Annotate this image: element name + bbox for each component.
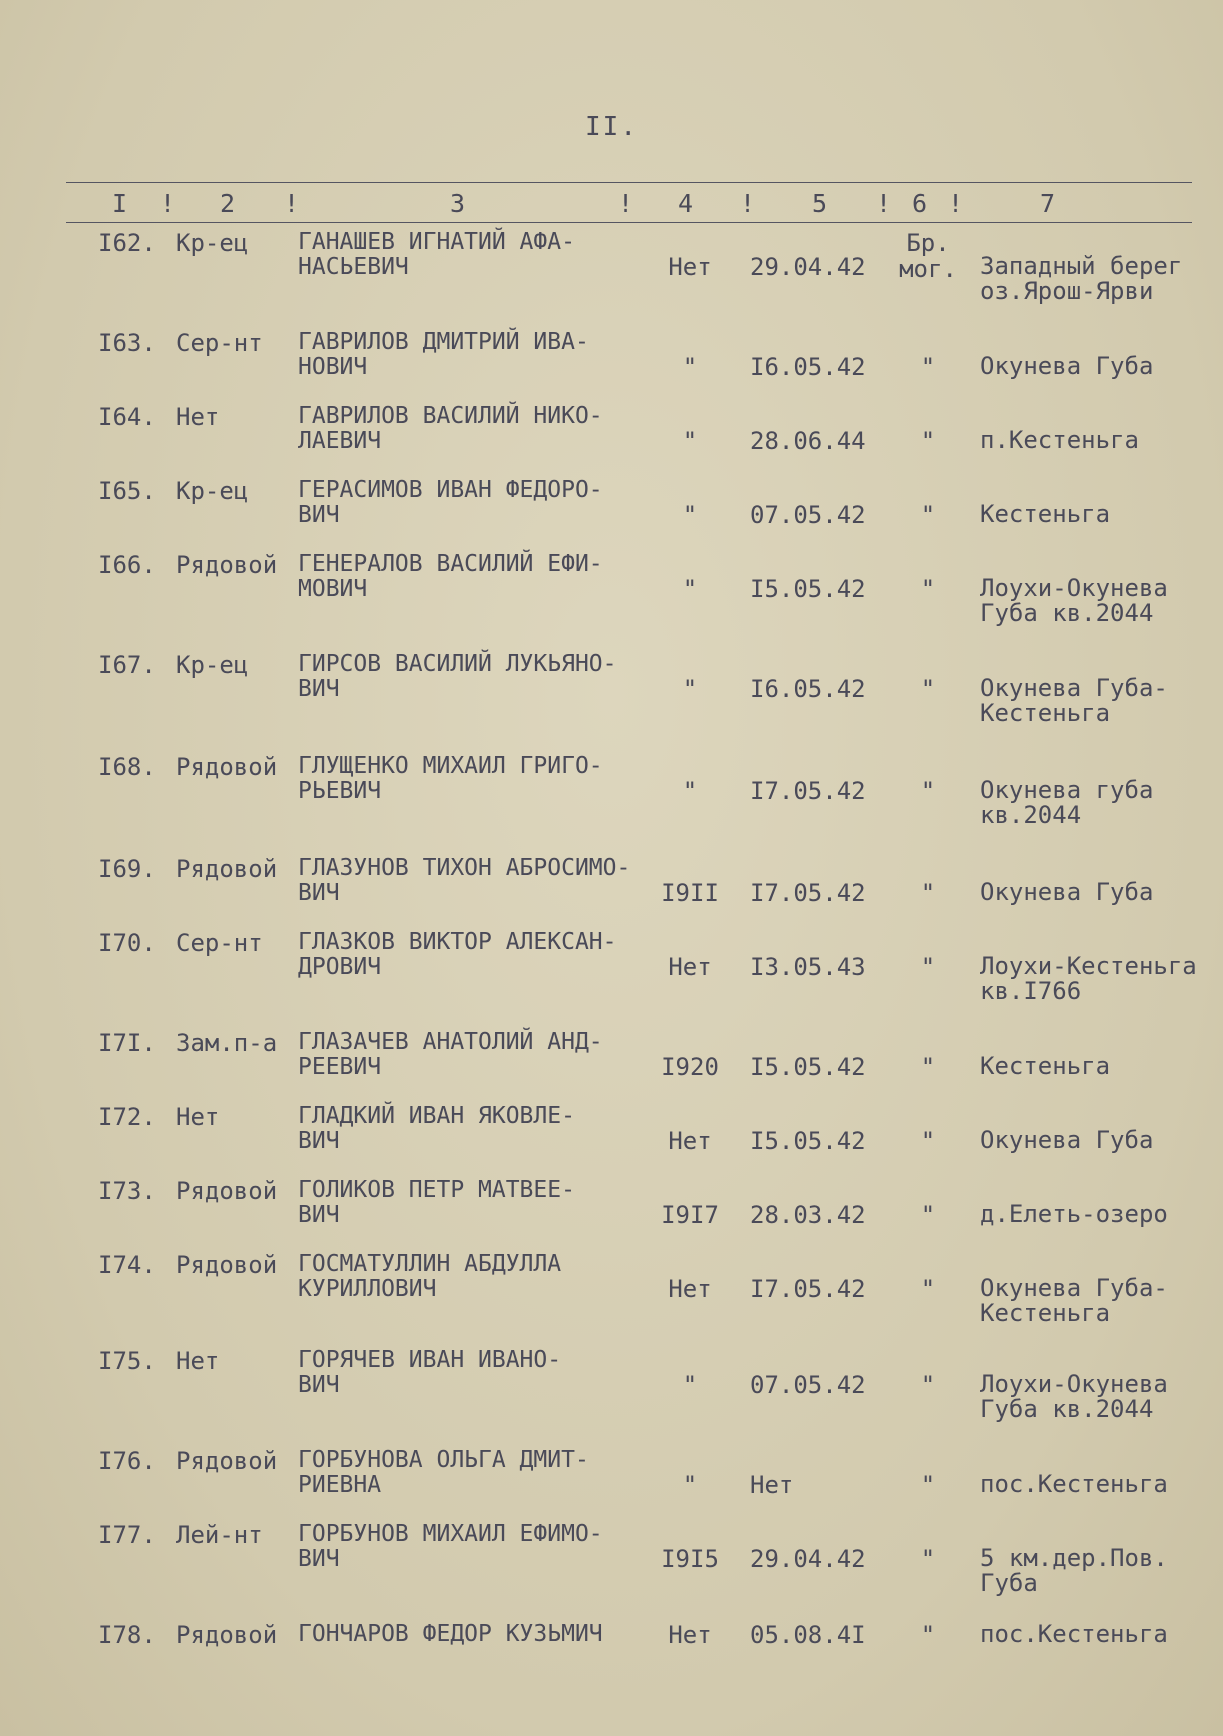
row-place: Окунева Губа- Кестеньга [980, 1274, 1168, 1327]
header-col-5: 5 [812, 189, 828, 218]
row-date: 29.04.42 [750, 1545, 866, 1573]
row-burial: " [920, 1471, 936, 1499]
row-birth-year: I9II [661, 879, 719, 907]
header-col-2: 2 [220, 189, 236, 218]
row-place: Окунева Губа [980, 352, 1154, 380]
row-birth-year: " [682, 501, 698, 529]
row-name: ГОРБУНОВ МИХАИЛ ЕФИМО- ВИЧ [298, 1521, 603, 1572]
row-number: I7I. [98, 1029, 156, 1057]
row-burial: Бр. мог. [899, 229, 957, 283]
page-number: II. [585, 112, 638, 142]
row-birth-year: " [682, 575, 698, 603]
row-number: I65. [98, 477, 156, 505]
row-date: 29.04.42 [750, 253, 866, 281]
row-name: ГАНАШЕВ ИГНАТИЙ АФА- НАСЬЕВИЧ [298, 229, 575, 280]
header-col-7: 7 [1040, 189, 1056, 218]
header-col-3: 3 [450, 189, 466, 218]
row-burial: " [920, 1053, 936, 1081]
row-burial: " [920, 1545, 936, 1573]
row-date: 28.03.42 [750, 1201, 866, 1229]
row-name: ГЕНЕРАЛОВ ВАСИЛИЙ ЕФИ- МОВИЧ [298, 551, 603, 602]
row-burial: " [920, 1371, 936, 1399]
row-name: ГЛАЗАЧЕВ АНАТОЛИЙ АНД- РЕЕВИЧ [298, 1029, 603, 1080]
row-date: I5.05.42 [750, 1053, 866, 1081]
row-place: Лоухи-Окунева Губа кв.2044 [980, 1370, 1168, 1423]
row-date: I6.05.42 [750, 353, 866, 381]
row-date: 07.05.42 [750, 1371, 866, 1399]
row-birth-year: Нет [668, 1127, 712, 1155]
row-date: I7.05.42 [750, 879, 866, 907]
row-place: пос.Кестеньга [980, 1470, 1168, 1498]
row-date: I5.05.42 [750, 1127, 866, 1155]
row-burial: " [920, 1127, 936, 1155]
row-birth-year: " [682, 427, 698, 455]
row-burial: " [920, 879, 936, 907]
row-rank: Кр-ец [176, 229, 249, 257]
row-date: I3.05.43 [750, 953, 866, 981]
row-place: д.Елеть-озеро [980, 1200, 1168, 1228]
row-burial: " [920, 1201, 936, 1229]
row-rank: Зам.п-а [176, 1029, 278, 1057]
header-separator: ! [160, 189, 176, 218]
row-number: I67. [98, 651, 156, 679]
row-birth-year: " [682, 353, 698, 381]
row-date: I6.05.42 [750, 675, 866, 703]
row-burial: " [920, 777, 936, 805]
row-number: I72. [98, 1103, 156, 1131]
row-date: I5.05.42 [750, 575, 866, 603]
row-burial: " [920, 953, 936, 981]
row-number: I62. [98, 229, 156, 257]
row-number: I68. [98, 753, 156, 781]
row-name: ГЛАЗУНОВ ТИХОН АБРОСИМО- ВИЧ [298, 855, 631, 906]
row-burial: " [920, 1275, 936, 1303]
row-place: Окунева Губа- Кестеньга [980, 674, 1168, 727]
header-col-4: 4 [678, 189, 694, 218]
row-birth-year: I920 [661, 1053, 719, 1081]
row-birth-year: I9I7 [661, 1201, 719, 1229]
header-separator: ! [948, 189, 964, 218]
row-name: ГЕРАСИМОВ ИВАН ФЕДОРО- ВИЧ [298, 477, 603, 528]
row-rank: Кр-ец [176, 477, 249, 505]
row-name: ГОСМАТУЛЛИН АБДУЛЛА КУРИЛЛОВИЧ [298, 1251, 562, 1302]
header-separator: ! [740, 189, 756, 218]
row-rank: Лей-нт [176, 1521, 263, 1549]
row-date: Нет [750, 1471, 794, 1499]
row-number: I73. [98, 1177, 156, 1205]
header-col-6: 6 [912, 189, 928, 218]
row-date: 07.05.42 [750, 501, 866, 529]
row-birth-year: " [682, 1471, 698, 1499]
header-separator: ! [876, 189, 892, 218]
row-number: I63. [98, 329, 156, 357]
row-name: ГОРБУНОВА ОЛЬГА ДМИТ- РИЕВНА [298, 1447, 589, 1498]
row-number: I66. [98, 551, 156, 579]
header-separator: ! [618, 189, 634, 218]
row-place: Западный берег оз.Ярош-Ярви [980, 252, 1183, 305]
row-rank: Рядовой [176, 1177, 278, 1205]
row-place: Окунева Губа [980, 1126, 1154, 1154]
row-place: Кестеньга [980, 500, 1111, 528]
row-rank: Рядовой [176, 1447, 278, 1475]
header-top-rule [66, 182, 1192, 183]
row-name: ГАВРИЛОВ ВАСИЛИЙ НИКО- ЛАЕВИЧ [298, 403, 603, 454]
row-rank: Рядовой [176, 753, 278, 781]
row-birth-year: Нет [668, 1275, 712, 1303]
row-place: Кестеньга [980, 1052, 1111, 1080]
row-birth-year: " [682, 1371, 698, 1399]
row-number: I75. [98, 1347, 156, 1375]
row-rank: Сер-нт [176, 929, 263, 957]
row-birth-year: " [682, 675, 698, 703]
row-rank: Нет [176, 403, 220, 431]
row-burial: " [920, 501, 936, 529]
row-birth-year: Нет [668, 1621, 712, 1649]
row-rank: Рядовой [176, 855, 278, 883]
row-number: I69. [98, 855, 156, 883]
row-burial: " [920, 427, 936, 455]
row-rank: Рядовой [176, 1621, 278, 1649]
row-burial: " [920, 353, 936, 381]
row-place: 5 км.дер.Пов. Губа [980, 1544, 1168, 1597]
row-name: ГИРСОВ ВАСИЛИЙ ЛУКЬЯНО- ВИЧ [298, 651, 617, 702]
row-name: ГЛАЗКОВ ВИКТОР АЛЕКСАН- ДРОВИЧ [298, 929, 617, 980]
row-number: I76. [98, 1447, 156, 1475]
row-place: пос.Кестеньга [980, 1620, 1168, 1648]
row-burial: " [920, 575, 936, 603]
row-name: ГАВРИЛОВ ДМИТРИЙ ИВА- НОВИЧ [298, 329, 589, 380]
row-rank: Рядовой [176, 551, 278, 579]
row-birth-year: " [682, 777, 698, 805]
row-place: Окунева губа кв.2044 [980, 776, 1154, 829]
header-separator: ! [284, 189, 300, 218]
header-col-1: I [112, 189, 128, 218]
row-burial: " [920, 675, 936, 703]
row-birth-year: Нет [668, 953, 712, 981]
row-date: 28.06.44 [750, 427, 866, 455]
row-name: ГОЛИКОВ ПЕТР МАТВЕЕ- ВИЧ [298, 1177, 575, 1228]
row-place: п.Кестеньга [980, 426, 1139, 454]
header-bottom-rule [66, 222, 1192, 223]
row-birth-year: Нет [668, 253, 712, 281]
row-number: I74. [98, 1251, 156, 1279]
row-name: ГЛУЩЕНКО МИХАИЛ ГРИГО- РЬЕВИЧ [298, 753, 603, 804]
row-date: I7.05.42 [750, 777, 866, 805]
row-rank: Сер-нт [176, 329, 263, 357]
row-birth-year: I9I5 [661, 1545, 719, 1573]
row-number: I78. [98, 1621, 156, 1649]
row-name: ГОРЯЧЕВ ИВАН ИВАНО- ВИЧ [298, 1347, 562, 1398]
row-name: ГЛАДКИЙ ИВАН ЯКОВЛЕ- ВИЧ [298, 1103, 575, 1154]
row-date: I7.05.42 [750, 1275, 866, 1303]
row-burial: " [920, 1621, 936, 1649]
row-number: I70. [98, 929, 156, 957]
row-rank: Рядовой [176, 1251, 278, 1279]
row-number: I64. [98, 403, 156, 431]
row-place: Окунева Губа [980, 878, 1154, 906]
row-date: 05.08.4I [750, 1621, 866, 1649]
row-place: Лоухи-Окунева Губа кв.2044 [980, 574, 1168, 627]
row-rank: Нет [176, 1103, 220, 1131]
row-number: I77. [98, 1521, 156, 1549]
row-rank: Нет [176, 1347, 220, 1375]
row-name: ГОНЧАРОВ ФЕДОР КУЗЬМИЧ [298, 1621, 603, 1647]
row-rank: Кр-ец [176, 651, 249, 679]
row-place: Лоухи-Кестеньга кв.I766 [980, 952, 1197, 1005]
